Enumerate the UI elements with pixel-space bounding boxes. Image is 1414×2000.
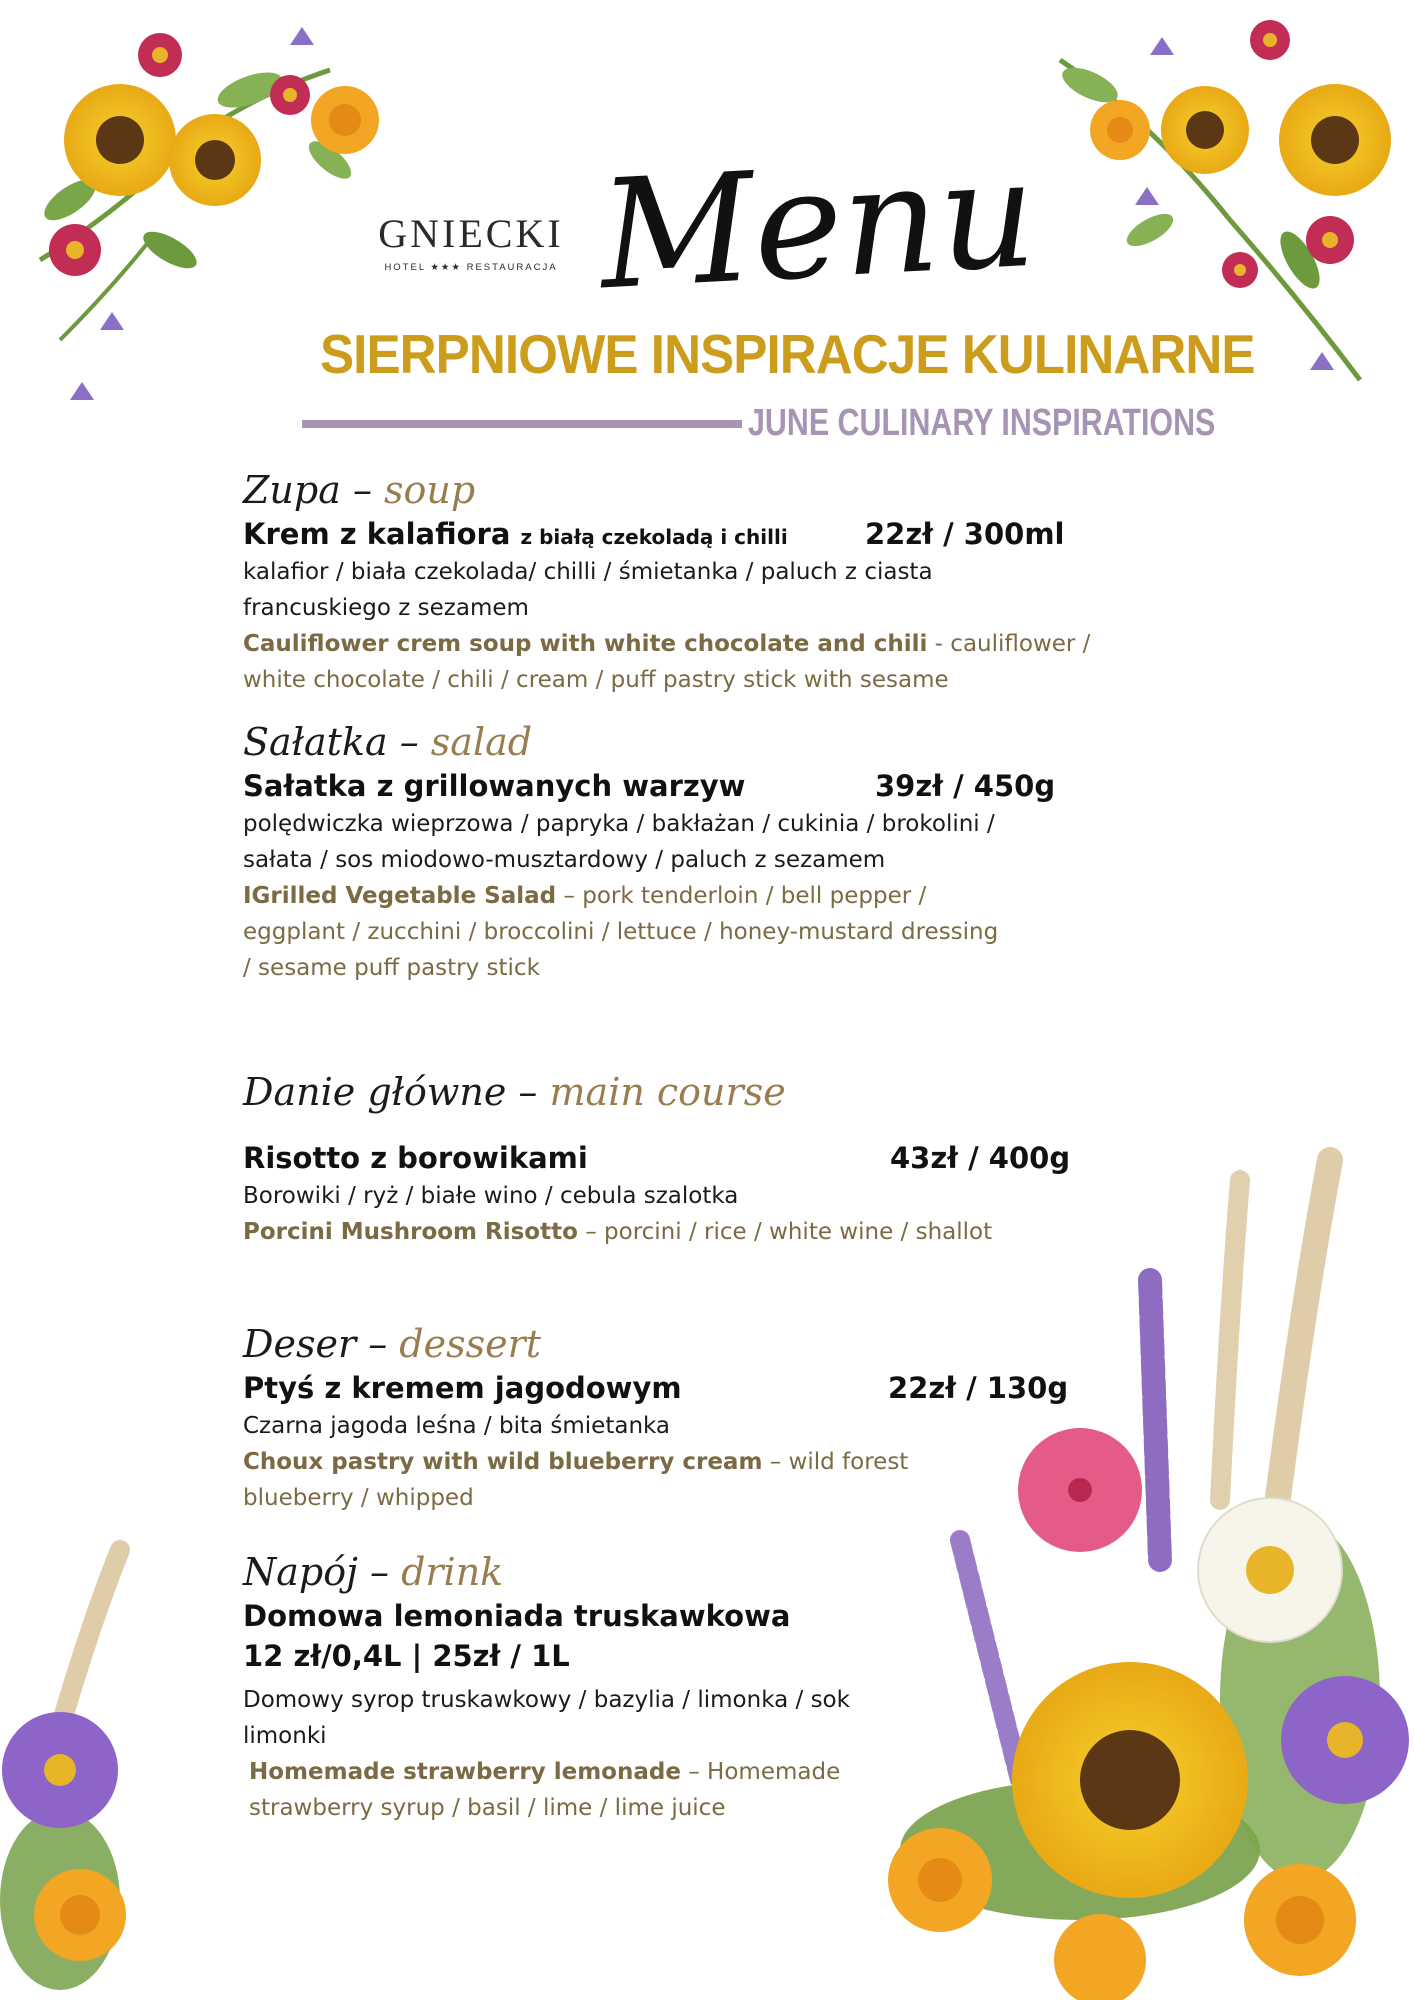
dish-english — [243, 1444, 983, 1516]
category-heading: Danie główne – main course — [243, 1070, 786, 1114]
dish-name: Domowa lemoniada truskawkowa — [243, 1599, 791, 1633]
dish-name: Krem z kalafiora z białą czekoladą i chilli — [243, 517, 788, 551]
dish-price: 39zł / 450g — [875, 769, 1056, 803]
english-description: – wild forest blueberry / whipped — [243, 1449, 909, 1511]
sunflower-icon — [1279, 84, 1391, 196]
english-description: – pork tenderloin / bell pepper / eggplant / zucchini / broccolini / lettuce / honey-mustard dressing / sesame puff pastry stick — [243, 883, 999, 981]
category-heading: Sałatka – salad — [243, 720, 533, 764]
dish-price: 12 zł/0,4L | 25zł / 1L — [243, 1639, 570, 1673]
dish-english — [243, 1214, 1093, 1250]
dish-price: 22zł / 300ml — [865, 517, 1065, 551]
category-en: soup — [384, 468, 476, 512]
category-heading: Deser – dessert — [243, 1322, 542, 1366]
sunflower-icon — [64, 84, 176, 196]
dish-price: 22zł / 130g — [888, 1371, 1069, 1405]
menu-section-salad — [243, 718, 1103, 986]
category-en: salad — [430, 720, 533, 764]
category-heading: Napój – drink — [243, 1550, 504, 1594]
dish-description: polędwiczka wieprzowa / papryka / bakłażan / cukinia / brokolini / sałata / sos miodowo-musztardowy / paluch z sezamem — [243, 811, 995, 873]
aster-icon — [2, 1712, 118, 1828]
english-name: IGrilled Vegetable Salad — [243, 883, 557, 909]
logo-subtitle: HOTEL ★★★ RESTAURACJA — [384, 262, 558, 273]
dish-description: Borowiki / ryż / białe wino / cebula szalotka — [243, 1183, 739, 1209]
english-description: - cauliflower / white chocolate / chili / cream / puff pastry stick with sesame — [243, 631, 1091, 693]
dish-description: kalafior / biała czekolada/ chilli / śmietanka / paluch z ciasta francuskiego z sezamem — [243, 559, 933, 621]
dish-english — [243, 626, 1093, 698]
english-description: – Homemade strawberry syrup / basil / lime / lime juice — [249, 1759, 841, 1821]
dish-price: 43zł / 400g — [890, 1141, 1071, 1175]
aster-icon — [1281, 1676, 1409, 1804]
menu-section-soup — [243, 466, 1103, 698]
english-name: Cauliflower crem soup with white chocolate and chili — [243, 631, 928, 657]
dish-name: Sałatka z grillowanych warzyw — [243, 769, 746, 803]
category-heading: Zupa – soup — [243, 468, 476, 512]
menu-section-main-course — [243, 1068, 1103, 1250]
page-title: SIERPNIOWE INSPIRACJE KULINARNE — [320, 323, 1255, 385]
english-description: – porcini / rice / white wine / shallot — [577, 1219, 993, 1245]
category-en: dessert — [399, 1322, 542, 1366]
english-name: Homemade strawberry lemonade — [249, 1759, 681, 1785]
category-pl: Sałatka — [243, 720, 388, 764]
bellflower-icon — [1135, 37, 1334, 370]
page-subtitle: JUNE CULINARY INSPIRATIONS — [748, 402, 1216, 444]
dish-row — [243, 766, 1103, 806]
menu-section-dessert — [243, 1320, 1103, 1516]
category-en: main course — [549, 1070, 786, 1114]
dish-row — [243, 1138, 1103, 1178]
dish-english — [243, 878, 1013, 986]
title-divider — [302, 420, 742, 428]
dish-suffix: z białą czekoladą i chilli — [520, 525, 788, 549]
marigold-icon — [34, 1869, 126, 1961]
english-name: Choux pastry with wild blueberry cream — [243, 1449, 763, 1475]
sunflower-icon — [169, 114, 261, 206]
dish-description: Czarna jagoda leśna / bita śmietanka — [243, 1413, 671, 1439]
category-en: drink — [401, 1550, 504, 1594]
dish-english — [243, 1754, 909, 1826]
category-pl: Danie główne — [243, 1070, 507, 1114]
marigold-icon — [311, 86, 379, 154]
daisy-icon — [1198, 1498, 1342, 1642]
sunflower-icon — [1161, 86, 1249, 174]
category-pl: Zupa — [243, 468, 341, 512]
dish-row — [243, 1368, 1103, 1408]
marigold-icon — [1090, 100, 1150, 160]
dish-name: Ptyś z kremem jagodowym — [243, 1371, 682, 1405]
menu-section-drink — [243, 1548, 1103, 1826]
english-name: Porcini Mushroom Risotto — [243, 1219, 578, 1245]
dish-row — [243, 514, 1103, 554]
category-pl: Napój — [243, 1550, 358, 1594]
dish-description: Domowy syrop truskawkowy / bazylia / limonka / sok limonki — [243, 1687, 850, 1749]
dish-name: Risotto z borowikami — [243, 1141, 588, 1175]
logo-name: GNIECKI — [378, 211, 564, 256]
dish-row — [243, 1596, 1103, 1636]
dish-price-row — [243, 1636, 1103, 1676]
menu-script-title: Menu — [595, 126, 1040, 324]
category-pl: Deser — [243, 1322, 357, 1366]
bottom-left-flowers — [0, 1550, 126, 1990]
